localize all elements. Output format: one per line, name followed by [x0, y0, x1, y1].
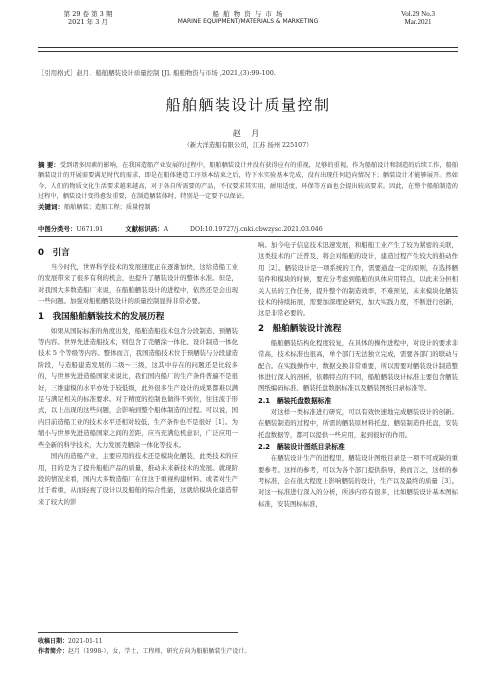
author-bio-text: 赵月（1998-），女，学士，工程师，研究方向为船舶舾装生产设计。	[68, 648, 251, 655]
section-2-text: 船舶舾装结构化程度较复，在具体的操作进程中，对设计的要求非常高，技术标准也很高，单个部门无法独立完成，需要各部门的联动与配合。在实践操作中，数据交换非常重要，所以需要对舾装设计制造整体进行深入的剖析，依赖特点的不同，船舶舾装设计标准主要包含舾装图纸编码标准、舾装托盘数据标准以及舾装图纸目录标准等。	[258, 338, 458, 393]
doc-code-label: 文献标识码：	[125, 225, 164, 233]
abstract-label: 摘 要：	[38, 161, 60, 169]
doi-value: 10.19727/j.cnki.cbwzysc.2021.03.046	[204, 226, 323, 233]
right-column	[258, 240, 458, 510]
section-2-2-heading: 2.2 舾装设计图纸目录标准	[258, 443, 345, 452]
article-author: 赵 月	[232, 129, 264, 138]
received-label: 收稿日期：	[38, 638, 69, 645]
header-journal-cn: 船 舶 物 资 与 市 场	[212, 10, 284, 18]
header-date-en: Mar.2021	[404, 18, 432, 26]
doi-label: DOI:	[190, 226, 205, 233]
header-double-rule	[38, 47, 458, 52]
footnote-author-bio	[38, 647, 250, 657]
keywords-label: 关键词：	[38, 203, 64, 212]
section-1-paragraph-2: 国内的造船产业，主要应用的技术还是模块化舾装，此类技术的应用，目的是为了提升船舶产品的质量，推动未来新技术的发展。就现阶段的情况来看，国内大多数造船厂在住这于重视构建材料、或者对生产过于看重，从而轻视了设计以及船舶的综合性能，这就给模块化建造带来了较大的影	[38, 452, 238, 506]
article-title: 船舶舾装设计质量控制	[165, 96, 331, 114]
classification-line	[38, 224, 458, 233]
cls-value: U671.91	[76, 226, 104, 233]
footnote-received	[38, 637, 250, 647]
abstract-block	[38, 160, 458, 213]
section-2-2-text: 在舾装设计生产的进程里，舾装设计图纸目录是一项不可或缺的重要参考。这样的参考，可以为各个部门提供指导，换而言之，这样的参考标准，会在很大程度上影响舾装的设计，生产以及最终的质量［3］。对这一标准进行深入的分析，所涉内容有很多，比如舾装设计基本图标标准，安装图标标准，	[258, 454, 458, 508]
author-bio-label: 作者简介：	[38, 648, 69, 655]
running-header	[38, 10, 458, 34]
section-2-1-text: 对这样一类标准进行研究，可以有效快速地完成舾装设计的创新。在舾装制造的过程中，所需的舾装原材料托盘、舾装制造件托盘，安装托盘数据等，都可以提供一些应用，起到很好的作用。	[258, 407, 458, 439]
section-1-heading: 1 我国船舶舾装技术的发展历程	[38, 311, 165, 322]
abstract-divider	[38, 236, 458, 237]
footnote	[38, 637, 250, 657]
keywords	[38, 202, 458, 213]
abstract	[38, 160, 458, 202]
header-journal-en: MARINE EQUIPMENT/MATERIALS & MARKETING	[177, 18, 319, 25]
header-volume	[378, 10, 458, 26]
cls-label: 中图分类号：	[38, 225, 77, 233]
doc-code-value: A	[163, 226, 169, 233]
section-0-text: 当今时代，世界科学技术的发展速度正在逐渐加快，这给造船工业的发展带来了很多有利的机会，也提升了舾装设计的整体水准。但是，对我国大多数造船厂来说，在船舶舾装设计的进程中，依然还是会出现一些问题。加强对船舶舾装设计的质量控制显得非常必要。	[38, 263, 238, 306]
section-2-heading: 2 船舶舾装设计流程	[258, 323, 342, 334]
section-0-heading: 0 引言	[38, 248, 70, 258]
author-affiliation: （新大洋造船有限公司，江苏 扬州 225107）	[183, 142, 313, 149]
received-date: 2021-01-11	[68, 638, 103, 645]
continued-paragraph: 响。加今电子信息技术迅速发展，和船舶工业产生了较为紧密的关联，这类技术的广泛普及，将会对船舶的设计，建造过程产生较大的推动作用［2］。舾装设计是一项系统的工作，需要通盘一定的原则，在选择舾装件和模块的时候，要充分考虑到船舶的具体应用特点，以此来分担相关人员的工作任务，提升整个的制造效率，不难预见，未来模块化舾装技术的持续拓展，需要加深理论研究，加大实践力度，不断进行创新，这是非常必要的。	[258, 241, 458, 318]
citation-format: ［引用格式］赵月．船舶舾装设计质量控制 [J]. 船舶物资与市场 ,2021,(3):99-100.	[38, 69, 276, 77]
section-1-paragraph-1: 如果从国际标准的角度出发，船舶造船技术包含分段制造、预舾装等内容。世界先进造船技术，则包含了壳舾涂一体化、设计制造一体化技术 5 个等级等内容。整体而言，我国造船技术位于预舾装与分段建造阶段，与造船建造发展的二级～三级，这其中存在的问题还是比较多的，与世界先进造船国家来说比，我们国内船厂的生产条件普遍不是很好，三维建模的水平亦处于较低级，此外很多生产设计的成果都难以满足与满足相关的标准要求。对于精度的控制也做得不到位，往往流于形式，以上出现的这些问题，会影响到整个船体制造的过程。可以说，国内目前造船工业的技术水平还相对较低，生产条件也不是很好［1］。为缩小与世界先进造船国家之间的差距，应当充满危机意识，广泛应用一些全新的科学技术，大力发展壳舾涂一体化等技术。	[38, 326, 238, 449]
left-column	[38, 244, 238, 508]
header-date-cn: 2021 年 3 月	[68, 18, 108, 26]
header-vol-en: Vol.29 No.3	[401, 10, 435, 18]
header-issue-cn: 第 29 卷 第 3 期	[63, 10, 113, 18]
keywords-text: 船舶舾装；造船工程；质量控制	[64, 204, 151, 212]
footnote-rule	[38, 632, 238, 633]
section-2-1-heading: 2.1 舾装托盘数据标准	[258, 396, 332, 405]
abstract-text: 受到诸多因素的影响，在我国造船产业发展的过程中，船舶舾装设计并没有获得应有的重视，足够的重视。作为船舶设计和制造的后续工作，船舶舾装设计的开展需要满足时代的需求，即是在船体建造工序基本结束之后，待下水实验基本完成，没有出现任何趋向情况下；舾装设计才能够展开。然如今，人们的物质文化生活要求越来越高，对于各自所需要的产品，不仅要求其实用，耐用适度，环保等方面也会提出较高要求。因此，在整个船舶制造的过程中，舾装设计变得愈发重要，在制造舾装体时，特别是一定要予以保证。	[38, 162, 459, 200]
